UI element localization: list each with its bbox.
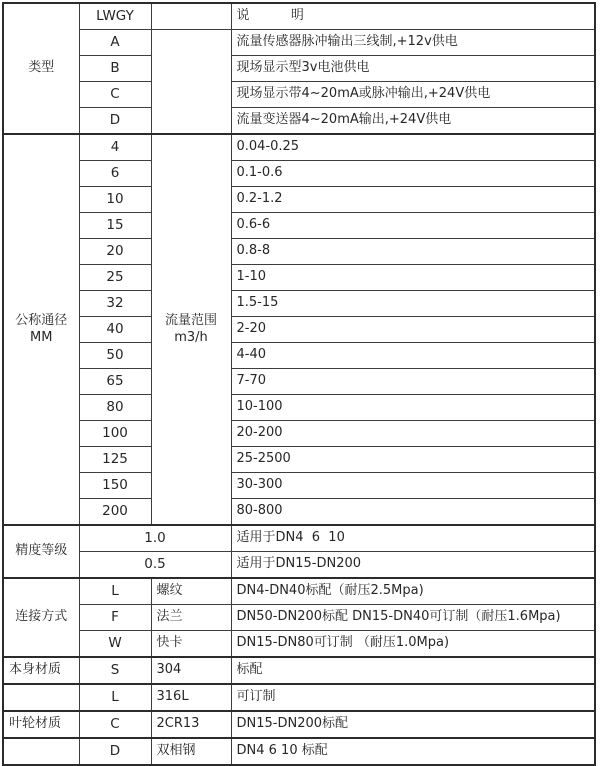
type-code-cell: C — [79, 82, 151, 108]
impeller-code-cell: C — [79, 711, 151, 738]
connection-desc-cell: DN15-DN80可订制 （耐压1.0Mpa) — [231, 631, 595, 658]
connection-code-cell: L — [79, 578, 151, 605]
flow-range-cell: 1.5-15 — [231, 291, 595, 317]
flow-range-cell: 80-800 — [231, 499, 595, 526]
impeller-section-label: 叶轮材质 — [3, 711, 79, 738]
type-section-label: 类型 — [3, 3, 79, 134]
type-desc-cell: 流量变送器4~20mA输出,+24V供电 — [231, 108, 595, 135]
diameter-row — [3, 421, 595, 447]
diameter-row — [3, 499, 595, 526]
flow-range-cell: 0.6-6 — [231, 213, 595, 239]
flow-range-cell: 30-300 — [231, 473, 595, 499]
connection-desc-cell: DN4-DN40标配（耐压2.5Mpa) — [231, 578, 595, 605]
connection-section-label: 连接方式 — [3, 578, 79, 657]
diameter-size-cell: 50 — [79, 343, 151, 369]
impeller-name-cell: 双相钢 — [151, 738, 231, 765]
diameter-size-cell: 40 — [79, 317, 151, 343]
impeller-material-row — [3, 684, 595, 711]
type-row — [3, 56, 595, 82]
diameter-size-cell: 65 — [79, 369, 151, 395]
empty-spacer-cell — [151, 30, 231, 135]
type-desc-cell: 现场显示型3v电池供电 — [231, 56, 595, 82]
diameter-size-cell: 4 — [79, 134, 151, 161]
diameter-size-cell: 200 — [79, 499, 151, 526]
diameter-size-cell: 15 — [79, 213, 151, 239]
type-code-cell: B — [79, 56, 151, 82]
impeller-material-row — [3, 711, 595, 738]
impeller-material-row — [3, 738, 595, 765]
diameter-row — [3, 343, 595, 369]
body-material-row — [3, 657, 595, 684]
diameter-row — [3, 317, 595, 343]
connection-name-cell: 快卡 — [151, 631, 231, 658]
type-row — [3, 108, 595, 135]
accuracy-row — [3, 552, 595, 579]
flow-range-cell: 25-2500 — [231, 447, 595, 473]
diameter-row — [3, 291, 595, 317]
diameter-label-line1: 公称通径 — [15, 313, 68, 329]
diameter-row — [3, 369, 595, 395]
impeller-desc-cell: DN4 6 10 标配 — [231, 738, 595, 765]
type-row — [3, 82, 595, 108]
impeller-desc-cell: 可订制 — [231, 684, 595, 711]
diameter-row — [3, 161, 595, 187]
flow-range-label-line1: 流量范围 — [164, 313, 217, 329]
connection-code-cell: W — [79, 631, 151, 658]
flow-range-cell: 20-200 — [231, 421, 595, 447]
accuracy-desc-cell: 适用于DN4 6 10 — [231, 525, 595, 552]
accuracy-value-cell: 0.5 — [79, 552, 231, 579]
diameter-label-line2: MM — [30, 329, 53, 345]
connection-name-cell: 螺纹 — [151, 578, 231, 605]
type-row — [3, 30, 595, 56]
impeller-label-cell — [3, 684, 79, 711]
diameter-row — [3, 473, 595, 499]
empty-header-cell — [151, 3, 231, 30]
body-material-desc-cell: 标配 — [231, 657, 595, 684]
impeller-desc-cell: DN15-DN200标配 — [231, 711, 595, 738]
connection-code-cell: F — [79, 605, 151, 631]
model-code-cell: LWGY — [79, 3, 151, 30]
flow-range-section-label — [151, 134, 231, 525]
diameter-size-cell: 10 — [79, 187, 151, 213]
accuracy-value-cell: 1.0 — [79, 525, 231, 552]
flow-range-cell: 0.04-0.25 — [231, 134, 595, 161]
type-code-cell: A — [79, 30, 151, 56]
flow-range-cell: 10-100 — [231, 395, 595, 421]
type-desc-cell: 流量传感器脉冲输出三线制,+12v供电 — [231, 30, 595, 56]
diameter-size-cell: 80 — [79, 395, 151, 421]
flowmeter-spec-table — [2, 2, 596, 766]
diameter-row — [3, 265, 595, 291]
diameter-size-cell: 6 — [79, 161, 151, 187]
accuracy-desc-cell: 适用于DN15-DN200 — [231, 552, 595, 579]
accuracy-section-label: 精度等级 — [3, 525, 79, 578]
body-material-section-label: 本身材质 — [3, 657, 79, 684]
diameter-size-cell: 125 — [79, 447, 151, 473]
diameter-row — [3, 447, 595, 473]
flow-range-cell: 7-70 — [231, 369, 595, 395]
flow-range-label-line2: m3/h — [174, 329, 208, 345]
diameter-size-cell: 100 — [79, 421, 151, 447]
flow-range-cell: 0.8-8 — [231, 239, 595, 265]
connection-row — [3, 605, 595, 631]
body-material-code-cell: S — [79, 657, 151, 684]
diameter-row — [3, 187, 595, 213]
diameter-size-cell: 150 — [79, 473, 151, 499]
diameter-section-label — [3, 134, 79, 525]
flow-range-cell: 0.2-1.2 — [231, 187, 595, 213]
connection-row — [3, 578, 595, 605]
connection-name-cell: 法兰 — [151, 605, 231, 631]
impeller-code-cell: L — [79, 684, 151, 711]
diameter-row — [3, 239, 595, 265]
description-title-cell: 说 明 — [231, 3, 595, 30]
accuracy-row — [3, 525, 595, 552]
header-row — [3, 3, 595, 30]
type-desc-cell: 现场显示带4~20mA或脉冲输出,+24V供电 — [231, 82, 595, 108]
diameter-row — [3, 213, 595, 239]
flow-range-cell: 0.1-0.6 — [231, 161, 595, 187]
flow-range-cell: 4-40 — [231, 343, 595, 369]
diameter-row — [3, 134, 595, 161]
flow-range-cell: 1-10 — [231, 265, 595, 291]
diameter-size-cell: 32 — [79, 291, 151, 317]
diameter-row — [3, 395, 595, 421]
connection-row — [3, 631, 595, 658]
impeller-label-cell — [3, 738, 79, 765]
impeller-code-cell: D — [79, 738, 151, 765]
impeller-name-cell: 316L — [151, 684, 231, 711]
body-material-name-cell: 304 — [151, 657, 231, 684]
connection-desc-cell: DN50-DN200标配 DN15-DN40可订制（耐压1.6Mpa) — [231, 605, 595, 631]
type-code-cell: D — [79, 108, 151, 135]
diameter-size-cell: 25 — [79, 265, 151, 291]
flow-range-cell: 2-20 — [231, 317, 595, 343]
impeller-name-cell: 2CR13 — [151, 711, 231, 738]
diameter-size-cell: 20 — [79, 239, 151, 265]
